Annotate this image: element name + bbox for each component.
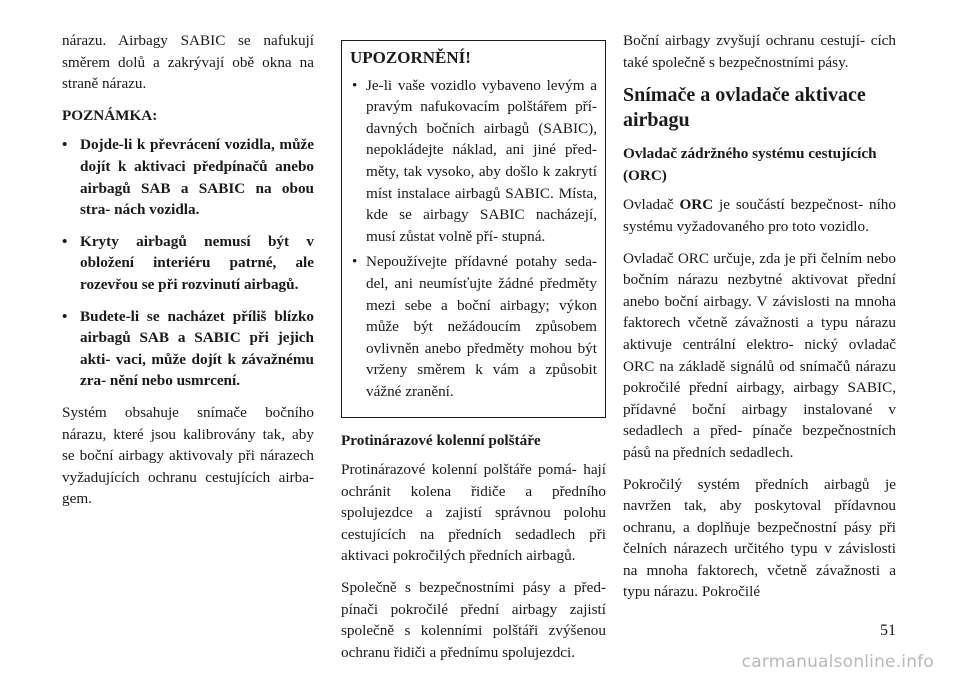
left-column	[62, 30, 314, 520]
orc-prefix: Ovladač	[623, 196, 674, 214]
right-column	[623, 30, 896, 613]
knee-airbag-paragraph: Protinárazové kolenní polštáře pomá- hají ochránit kolena řidiče a předního spolujezdce a zajistí správnou polohu cestujících na předních sedadlech při aktivaci pokročilých předních airbagů.	[341, 461, 606, 565]
note-list	[62, 134, 314, 392]
side-airbag-paragraph: Boční airbagy zvyšují ochranu cestují- cích také společně s bezpečnostními pásy.	[623, 32, 896, 71]
note-item: • Kryty airbagů nemusí být v obložení interiéru patrné, ale rozevřou se při rozvinutí airbagů.	[62, 231, 314, 296]
section-title: Snímače a ovladače aktivace airbagu	[623, 84, 866, 132]
note-item: • Dojde-li k převrácení vozidla, může dojít k aktivaci předpínačů anebo airbagů SAB a SABIC na obou stra- nách vozidla.	[62, 134, 314, 220]
combined-protection-paragraph: Společně s bezpečnostními pásy a před- pínači pokročilé přední airbagy zajistí společně s kolenními polštáři zvýšenou ochranu řidiči a přednímu spolujezdci.	[341, 579, 606, 661]
orc-heading: Ovladač zádržného systému cestujících (ORC)	[623, 145, 877, 184]
orc-suffix: je součástí bezpečnost- ního systému vyžadovaného pro toto vozidlo.	[623, 196, 896, 235]
warning-item: • Je-li vaše vozidlo vybaveno levým a pravým nafukovacím polštářem pří- davných bočních airbagů (SABIC), nepokládejte náklad, ani jiné před- měty, tak vysoko, aby došlo k zakrytí míst instalace airbagů SABIC. Místa, kde se airbagy SABIC nacházejí, musí zůstat volně pří- stupná.	[350, 75, 597, 248]
knee-airbag-heading: Protinárazové kolenní polštáře	[341, 431, 541, 449]
warning-item: • Nepoužívejte přídavné potahy seda- del, ani neumísťujte žádné předměty mezi sebe a boční airbagy; výkon může být nežádoucím způsobem ovlivněn anebo předměty mohou být vrženy směrem k vám a způsobit vážné zranění.	[350, 251, 597, 402]
warning-list	[350, 75, 597, 403]
page-number: 51	[880, 622, 896, 639]
sensor-paragraph: Systém obsahuje snímače bočního nárazu, které jsou kalibrovány tak, aby se boční airbagy aktivovaly při nárazech vyžadujících ochranu cestujících airba- gem.	[62, 403, 314, 508]
orc-bold: ORC	[679, 196, 714, 214]
intro-paragraph: nárazu. Airbagy SABIC se nafukují směrem dolů a zakrývají obě okna na straně nárazu.	[62, 32, 314, 93]
advanced-airbag-paragraph: Pokročilý systém předních airbagů je navržen tak, aby poskytoval přídavnou ochranu, a doplňuje bezpečnostní pásy při čelních nárazech určitého typu v závislosti na mnoha faktorech, včetně závažnosti a typu nárazu. Pokročilé	[623, 475, 896, 601]
orc-function-paragraph: Ovladač ORC určuje, zda je při čelním nebo bočním nárazu nezbytné aktivovat přední anebo boční airbagy. V závislosti na mnoha faktorech včetně závažnosti a typu nárazu aktivuje centrální elektro- nický ovladač ORC na základě signálů od snímačů nárazu pokročilé přední airbagy, airbagy SABIC, přídavné boční airbagy instalované v sedadlech a před- pínače bezpečnostních pásů na předních sedadlech.	[623, 249, 896, 461]
note-item: • Budete-li se nacházet příliš blízko airbagů SAB a SABIC při jejich akti- vaci, může dojít k závažnému zra- nění nebo usmrcení.	[62, 306, 314, 392]
watermark: carmanualsonline.info	[741, 652, 934, 672]
warning-box	[341, 40, 606, 418]
orc-intro-paragraph	[623, 194, 896, 237]
warning-title: UPOZORNĚNÍ!	[350, 48, 471, 67]
note-heading: POZNÁMKA:	[62, 106, 158, 124]
middle-column	[341, 30, 606, 673]
